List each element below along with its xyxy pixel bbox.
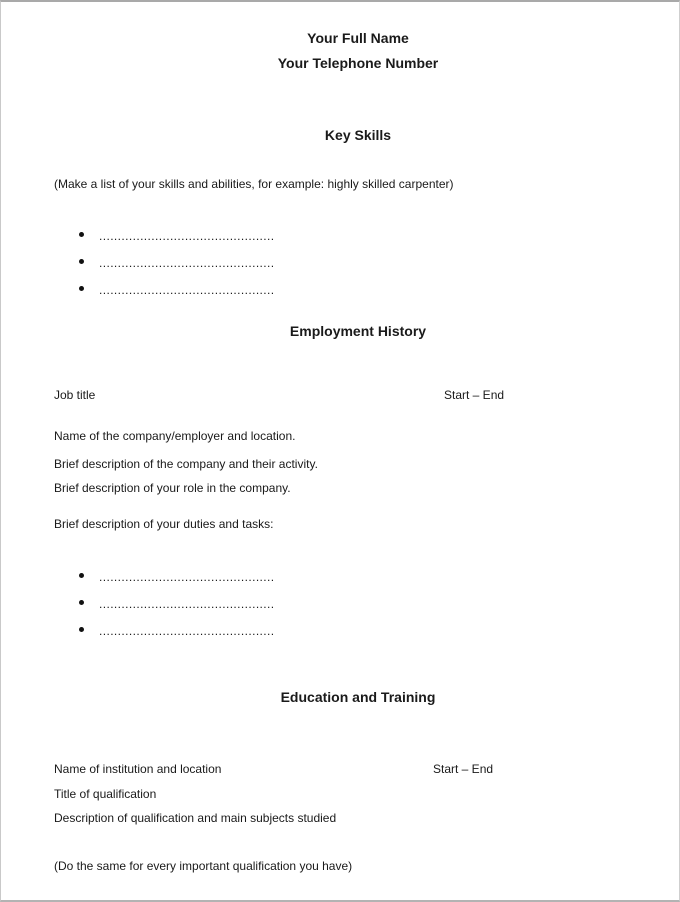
employment-dates-label: Start – End: [444, 388, 505, 402]
key-skill-placeholder: ...............................................: [99, 283, 275, 297]
duties-label: Brief description of your duties and tasks:: [54, 517, 274, 531]
full-name-heading: Your Full Name: [307, 30, 409, 46]
qualification-title-label: Title of qualification: [54, 787, 157, 801]
key-skill-placeholder: ...............................................: [99, 256, 275, 270]
company-name-label: Name of the company/employer and location.: [54, 429, 296, 443]
key-skills-title: Key Skills: [324, 127, 392, 143]
employment-history-title: Employment History: [289, 323, 427, 339]
key-skills-hint: (Make a list of your skills and abilities, for example: highly skilled carpenter): [54, 177, 454, 191]
duty-placeholder: ...............................................: [99, 570, 275, 584]
qualification-description-label: Description of qualification and main subjects studied: [54, 811, 337, 825]
education-dates-label: Start – End: [433, 762, 494, 776]
key-skill-placeholder: ...............................................: [99, 229, 275, 243]
duty-placeholder: ...............................................: [99, 597, 275, 611]
bullet-icon: [79, 259, 84, 264]
telephone-heading: Your Telephone Number: [277, 55, 439, 71]
role-description-label: Brief description of your role in the company.: [54, 481, 291, 495]
bullet-icon: [79, 232, 84, 237]
bullet-icon: [79, 573, 84, 578]
duty-placeholder: ...............................................: [99, 624, 275, 638]
job-title-label: Job title: [54, 388, 96, 402]
bullet-icon: [79, 627, 84, 632]
bullet-icon: [79, 600, 84, 605]
education-note: (Do the same for every important qualification you have): [54, 859, 353, 873]
company-activity-label: Brief description of the company and their activity.: [54, 457, 318, 471]
institution-label: Name of institution and location: [54, 762, 222, 776]
bullet-icon: [79, 286, 84, 291]
education-title: Education and Training: [280, 689, 436, 705]
